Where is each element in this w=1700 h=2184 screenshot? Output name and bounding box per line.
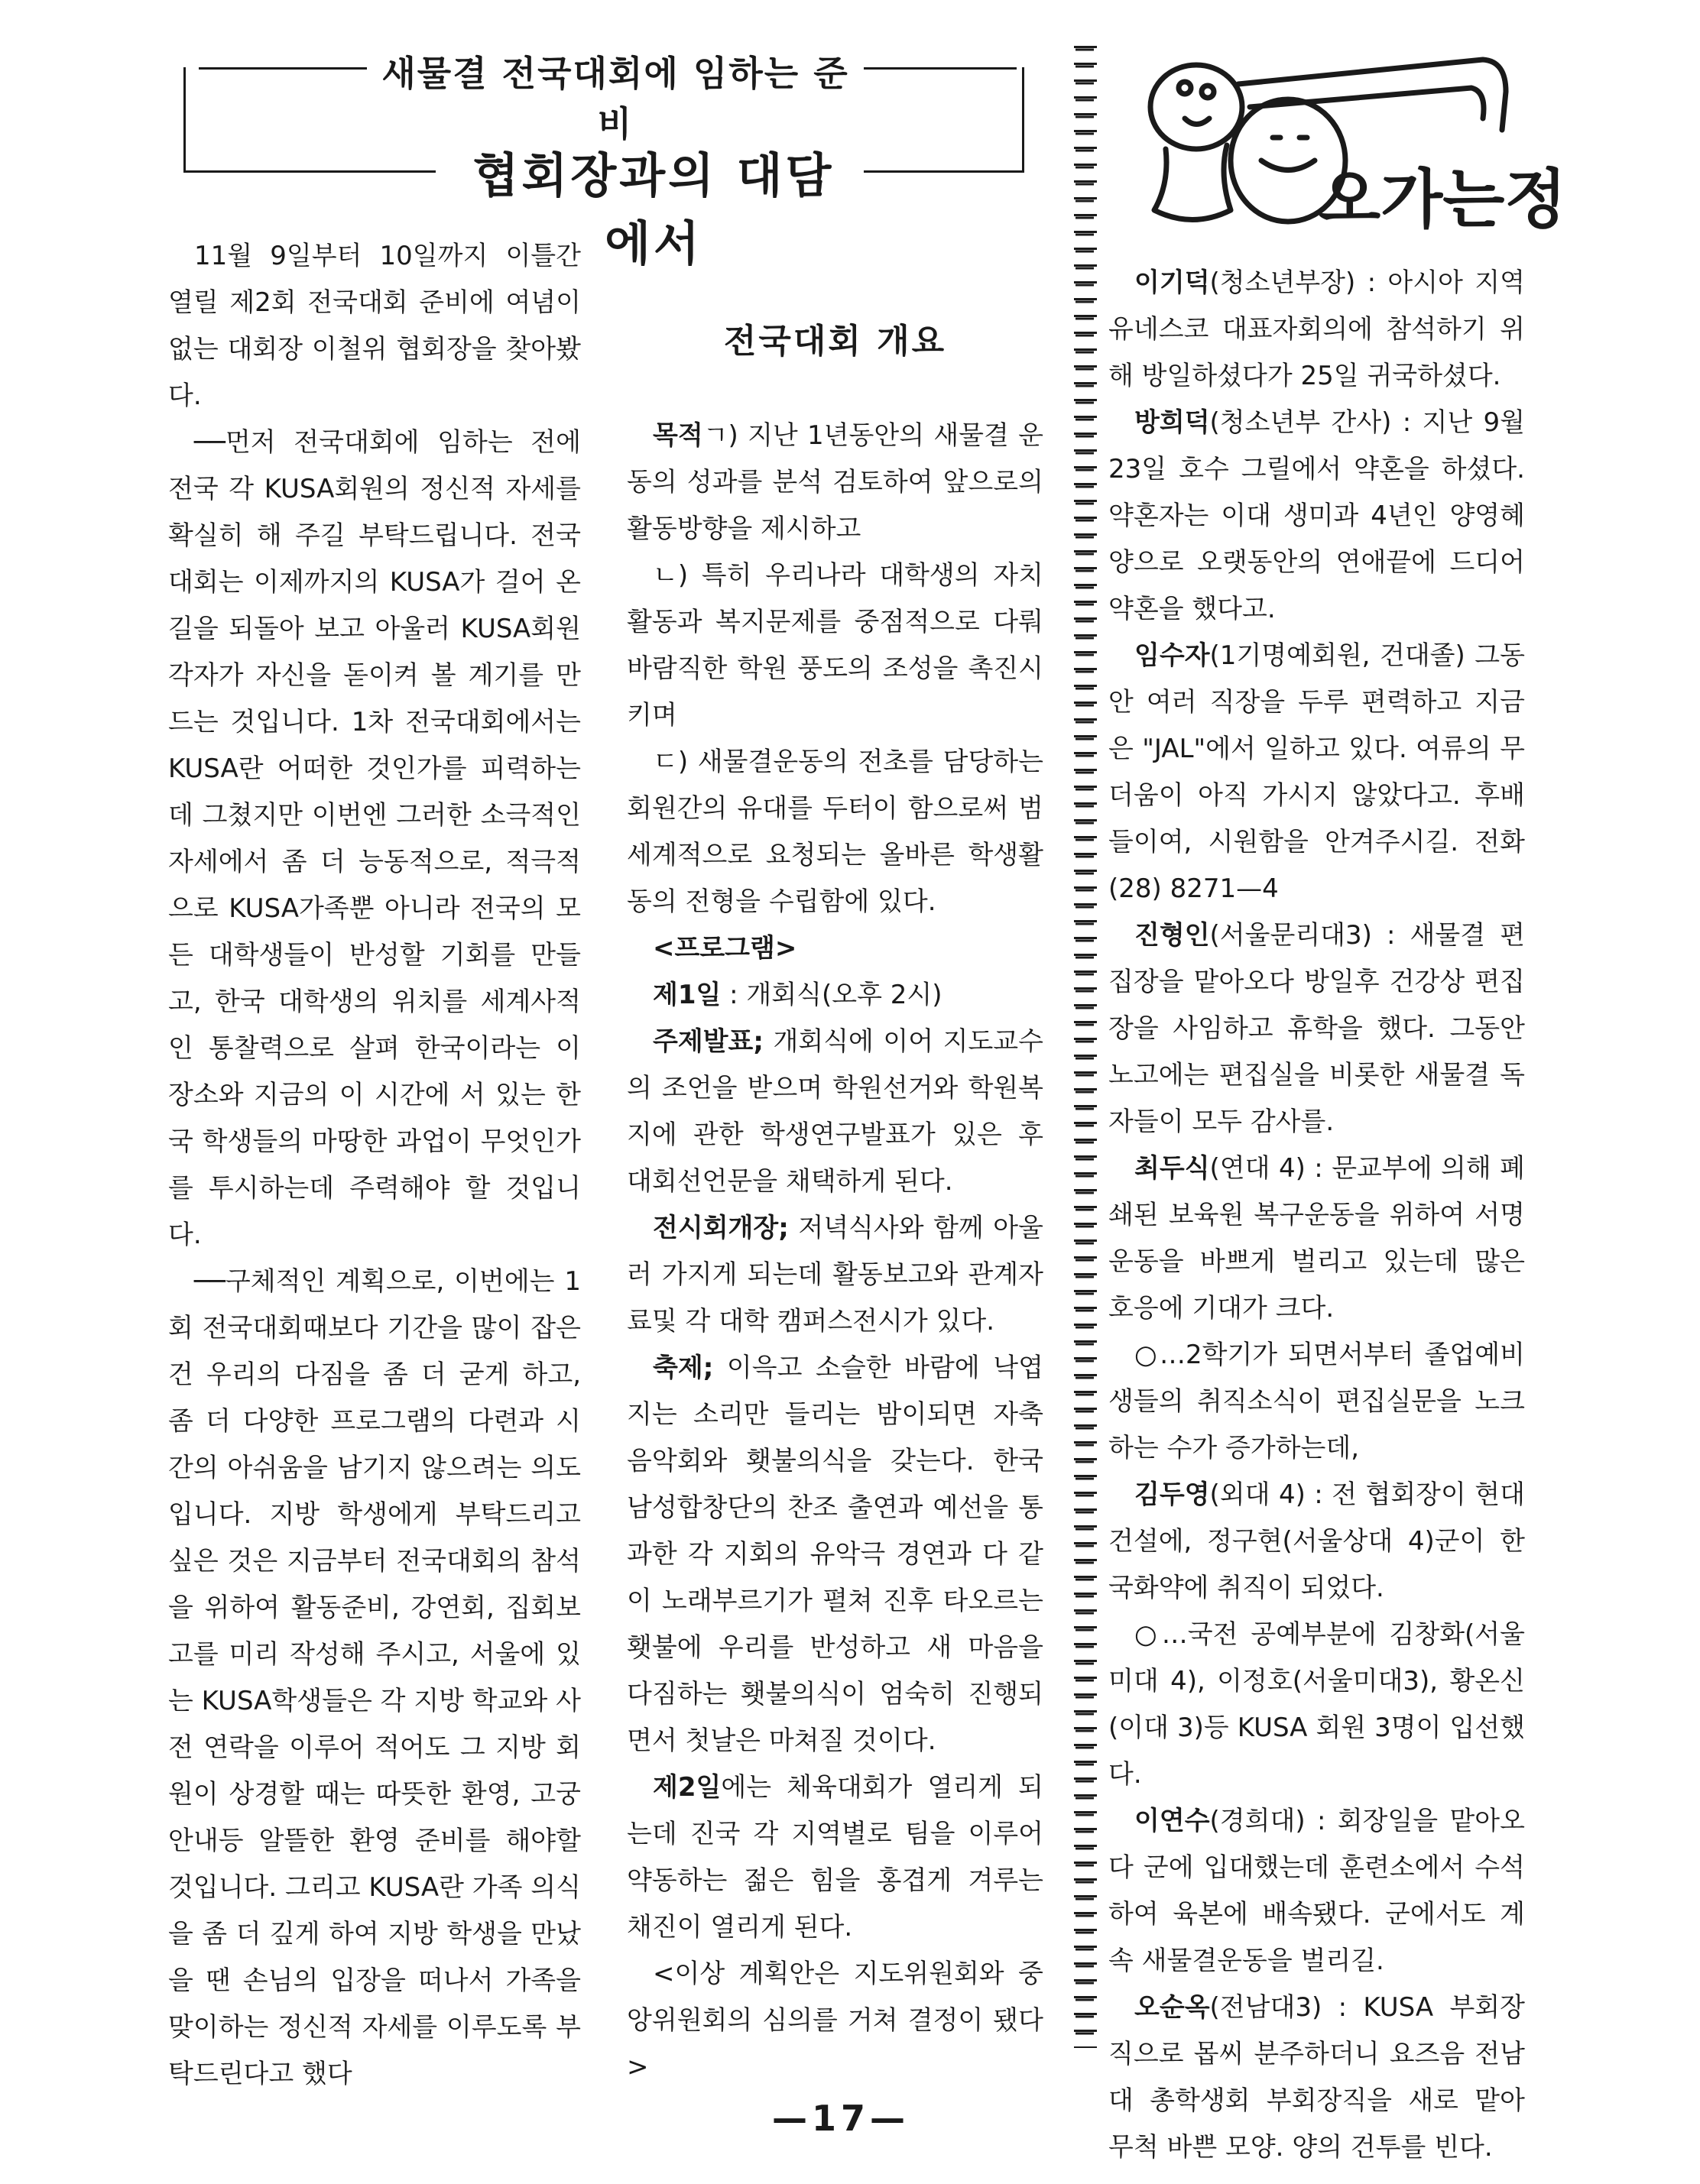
news-entry xyxy=(1108,912,1525,1145)
entry-text: (전남대3) : KUSA 부회장직으로 몹씨 분주하더니 요즈음 전남대 총학생회 부회장직을 새로 맡아 무척 바쁜 모양. 양의 건투를 빈다. xyxy=(1108,1992,1525,2163)
purpose-label: 목적 xyxy=(653,420,703,451)
festival-text: 이윽고 소슬한 바람에 낙엽지는 소리만 들리는 밤이되면 자축 음악회와 횃불의식을 갖는다. 한국 남성합창단의 찬조 출연과 예선을 통과한 각 지회의 유악극 경연과 다 같이 노래부르기가 펼쳐 진후 타오르는 횃불에 우리를 반성하고 새 마음을 다짐하는 횃불의식이 엄숙히 진행되면서 첫날은 마쳐질 것이다. xyxy=(627,1353,1043,1756)
body-paragraph: ──먼저 전국대회에 임하는 전에 전국 각 KUSA회원의 정신적 자세를 확실히 해 주길 부탁드립니다. 전국대회는 이제까지의 KUSA가 걸어 온 길을 되돌아 보고 아울러 KUSA회원 각자가 자신을 돋이켜 볼 계기를 만드는 것입니다. 1차 전국대회에서는 KUSA란 어떠한 것인가를 피력하는데 그쳤지만 이번엔 그러한 소극적인 자세에서 좀 더 능동적으로, 적극적으로 KUSA가족뿐 아니라 전국의 모든 대학생들이 반성할 기회를 만들고, 한국 대학생의 위치를 세계사적인 통찰력으로 살펴 한국이라는 이 장소와 지금의 이 시간에 서 있는 한국 학생들의 마땅한 과업이 무엇인가를 투시하는데 주력해야 할 것입니다. xyxy=(168,427,581,1250)
closing-note: <이상 계획안은 지도위원회와 중앙위원회의 심의를 거쳐 결정이 됐다> xyxy=(627,1959,1043,2082)
intro-paragraph: 11월 9일부터 10일까지 이틀간 열릴 제2회 전국대회 준비에 여념이 없는 대회장 이철위 협회장을 찾아봤다. xyxy=(168,241,581,411)
purpose-b: ㄴ) 특히 우리나라 대학생의 자치활동과 복지문제를 중점적으로 다뤄 바람직한 학원 풍도의 조성을 촉진시키며 xyxy=(627,560,1043,731)
page-number: —17— xyxy=(771,2098,910,2139)
exhibit-item xyxy=(627,1205,1043,1345)
entry-text: (1기명예회원, 건대졸) 그동안 여러 직장을 두루 편력하고 지금은 "JAL"에서 일하고 있다. 여류의 무더움이 아직 가시지 않았다고. 후배들이여, 시원함을 안겨주시길. 전화 (28) 8271—4 xyxy=(1108,640,1525,904)
keynote-text: 개회식에 이어 지도교수의 조언을 받으며 학원선거와 학원복지에 관한 학생연구발표가 있은 후 대회선언문을 채택하게 된다. xyxy=(627,1026,1043,1197)
keynote-label: 주제발표; xyxy=(653,1026,764,1057)
entry-text: (청소년부장) : 아시아 지역 유네스코 대표자회의에 참석하기 위해 방일하셨다가 25일 귀국하셨다. xyxy=(1108,267,1525,391)
purpose-c: ㄷ) 새물결운동의 전초를 담당하는 회원간의 유대를 두터이 함으로써 범세계적으로 요청되는 올바른 학생활동의 전형을 수립함에 있다. xyxy=(627,747,1043,917)
festival-item xyxy=(627,1345,1043,1764)
news-entry xyxy=(1108,1332,1525,1472)
entry-name: 진형인 xyxy=(1134,920,1210,951)
article-header xyxy=(183,46,1024,271)
header-rule xyxy=(864,67,1017,70)
header-frame-right xyxy=(1022,67,1024,170)
entry-name: 이기덕 xyxy=(1134,267,1210,298)
day1-label: 제1일 xyxy=(653,980,722,1010)
article-subtitle: 새물결 전국대회에 임하는 준비 xyxy=(381,53,849,144)
entry-text: ○…2학기가 되면서부터 졸업예비생들의 취직소식이 편집실문을 노크하는 수가 증가하는데, xyxy=(1108,1340,1525,1463)
overview-column xyxy=(627,413,1043,2091)
news-entry xyxy=(1108,1472,1525,1612)
logo-illustration xyxy=(1124,46,1567,241)
entry-text: (연대 4) : 문교부에 의해 폐쇄된 보육원 복구운동을 위하여 서명운동을 바쁘게 벌리고 있는데 많은 호응에 기대가 크다. xyxy=(1108,1153,1525,1324)
news-entry xyxy=(1108,260,1525,400)
purpose-paragraph xyxy=(627,413,1043,552)
day1-text: : 개회식(오후 2시) xyxy=(721,980,942,1010)
entry-name: 최두식 xyxy=(1134,1153,1210,1184)
column-separator xyxy=(1074,46,1097,2048)
news-entry xyxy=(1108,1145,1525,1332)
purpose-a: ㄱ) 지난 1년동안의 새물결 운동의 성과를 분석 검토하여 앞으로의 활동방향을 제시하고 xyxy=(627,420,1043,544)
keynote-item xyxy=(627,1019,1043,1205)
news-entry xyxy=(1108,633,1525,912)
body-paragraph: ──구체적인 계획으로, 이번에는 1회 전국대회때보다 기간을 많이 잡은건 우리의 다짐을 좀 더 굳게 하고, 좀 더 다양한 프로그램의 다련과 시간의 아쉬움을 남기지 않으려는 의도입니다. 지방 학생에게 부탁드리고 싶은 것은 지금부터 전국대회의 참석을 위하여 활동준비, 강연회, 집회보고를 미리 작성해 주시고, 서울에 있는 KUSA학생들은 각 지방 학교와 사전 연락을 이루어 적어도 그 지방 회원이 상경할 때는 따뜻한 환영, 고궁안내등 알뜰한 환영 준비를 해야할 것입니다. 그리고 KUSA란 가족 의식을 좀 더 깊게 하여 지방 학생을 만났을 땐 손님의 입장을 떠나서 가족을 맞이하는 정신적 자세를 이루도록 부탁드린다고 했다 xyxy=(168,1266,581,2089)
entry-text: (경희대) : 회장일을 맡아오다 군에 입대했는데 훈련소에서 수석하여 육본에 배속됐다. 군에서도 계속 새물결운동을 벌리길. xyxy=(1108,1806,1525,1976)
program-label: <프로그램> xyxy=(653,933,797,964)
entry-name: 오순옥 xyxy=(1134,1992,1210,2023)
article-title: 협회장과의 대담에서 xyxy=(472,147,835,271)
day2-item xyxy=(627,1764,1043,1951)
day2-label: 제2일 xyxy=(653,1772,722,1803)
entry-text: ○…국전 공예부분에 김창화(서울미대 4), 이정호(서울미대3), 황온신(이대 3)등 KUSA 회원 3명이 입선했다. xyxy=(1108,1619,1525,1790)
entry-name: 방희덕 xyxy=(1134,407,1210,438)
news-column xyxy=(1108,260,1525,2171)
news-entry xyxy=(1108,1985,1525,2171)
header-rule xyxy=(199,67,367,70)
entry-name: 이연수 xyxy=(1134,1806,1210,1836)
entry-text: (서울문리대3) : 새물결 편집장을 맡아오다 방일후 건강상 편집장을 사임하고 휴학을 했다. 그동안 노고에는 편집실을 비롯한 새물결 독자들이 모두 감사를. xyxy=(1108,920,1525,1137)
section-title: 전국대회 개요 xyxy=(723,322,947,361)
entry-text: (외대 4) : 전 협회장이 현대건설에, 정구현(서울상대 4)군이 한국화약에 취직이 되었다. xyxy=(1108,1479,1525,1603)
day2-text: 에는 체육대회가 열리게 되는데 진국 각 지역별로 팀을 이루어 약동하는 젊은 힘을 홍겹게 겨루는 채진이 열리게 된다. xyxy=(627,1772,1043,1943)
day1-item xyxy=(627,972,1043,1019)
column-logo xyxy=(1124,46,1567,241)
entry-name: 임수자 xyxy=(1134,640,1210,671)
header-rule xyxy=(864,170,1024,173)
entry-name: 김두영 xyxy=(1134,1479,1210,1510)
header-rule xyxy=(183,170,436,173)
logo-text: 오가는정 xyxy=(1319,162,1567,237)
interview-column xyxy=(168,233,581,2098)
festival-label: 축제; xyxy=(653,1353,714,1383)
news-entry xyxy=(1108,1798,1525,1985)
news-entry xyxy=(1108,1612,1525,1798)
entry-text: (청소년부 간사) : 지난 9월 23일 호수 그릴에서 약혼을 하셨다. 약혼자는 이대 생미과 4년인 양영혜양으로 오랫동안의 연애끝에 드디어 약혼을 했다고. xyxy=(1108,407,1525,624)
exhibit-label: 전시회개장; xyxy=(653,1213,789,1243)
exhibit-text: 저녁식사와 함께 아울러 가지게 되는데 활동보고와 관계자료및 각 대학 캠퍼스전시가 있다. xyxy=(627,1213,1043,1337)
news-entry xyxy=(1108,400,1525,633)
header-frame-left xyxy=(183,67,186,170)
